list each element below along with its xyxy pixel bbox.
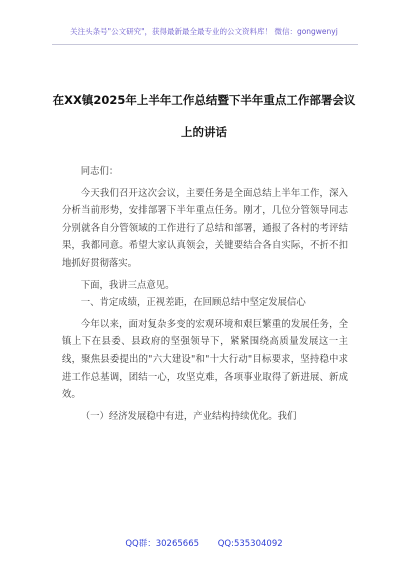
document-title-line2: 上的讲话 [181,125,227,139]
footer-qq: QQ:535304092 [217,539,283,549]
document-body [62,163,348,425]
header-divider [52,44,358,45]
document-title-line1: 在XX镇2025年上半年工作总结暨下半年重点工作部署会议 [52,93,356,107]
paragraph-intro: 今天我们召开这次会议，主要任务是全面总结上半年工作，深入分析当前形势，安排部署下半年重点任务。刚才，几位分管领导同志分别就各自分管领域的工作进行了总结和部署，通报了各村的考评结果，我都同意。希望大家认真领会，关键要结合各自实际，不折不扣地抓好贯彻落实。 [62,187,348,269]
footer-contacts [0,537,408,549]
paragraph-outline: 下面，我讲三点意见。 [80,279,175,291]
paragraph-economy: （一）经济发展稳中有进，产业结构持续优化。我们 [80,410,297,422]
header-notice: 关注头条号"公文研究"，获得最新最全最专业的公文资料库！ 微信：gongwenyj [70,27,338,36]
paragraph-review: 今年以来，面对复杂多变的宏观环境和艰巨繁重的发展任务，全镇上下在县委、县政府的坚强领导下，紧紧围绕高质量发展这一主线，聚焦县委提出的"六大建设"和"十大行动"目标要求，坚持稳中求进工作总基调，团结一心，攻坚克难，各项事业取得了新进展、新成效。 [62,318,348,401]
footer-qq-group: QQ群：30265665 [125,539,200,549]
greeting: 同志们： [80,166,119,177]
section-heading-1: 一、肯定成绩，正视差距，在回顾总结中坚定发展信心 [80,297,306,309]
